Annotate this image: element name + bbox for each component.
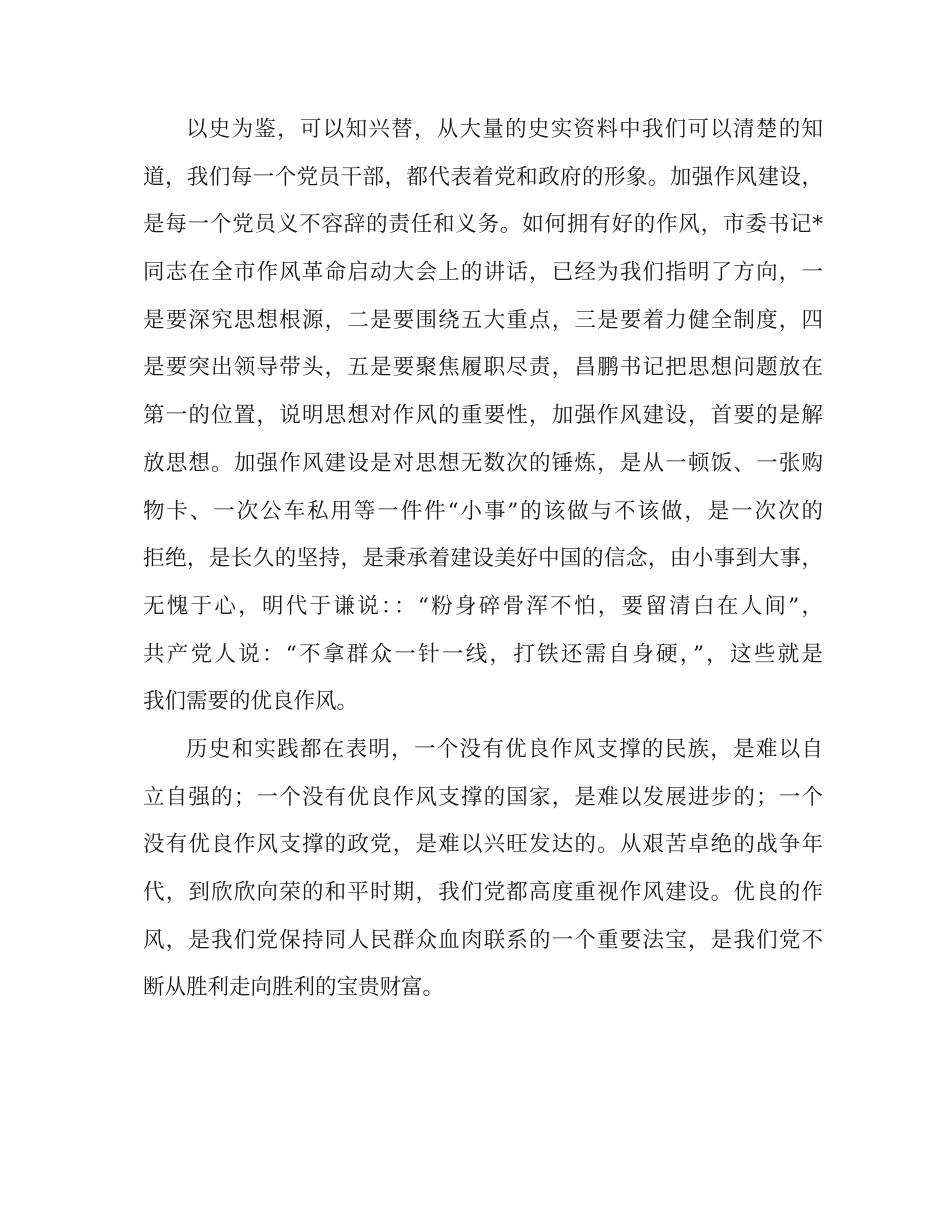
text-line: 风，是我们党保持同人民群众血肉联系的一个重要法宝，是我们党不: [143, 927, 823, 953]
text-line: 同志在全市作风革命启动大会上的讲话，已经为我们指明了方向，一: [143, 260, 823, 286]
paragraph-2: [143, 726, 823, 1012]
text-line: 没有优良作风支撑的政党，是难以兴旺发达的。从艰苦卓绝的战争年: [143, 832, 823, 858]
text-line: 共产党人说：“不拿群众一针一线，打铁还需自身硬，”，这些就是: [143, 641, 823, 667]
text-line: 无愧于心，明代于谦说：：“粉身碎骨浑不怕，要留清白在人间”，: [143, 593, 823, 619]
text-line: 道，我们每一个党员干部，都代表着党和政府的形象。加强作风建设，: [143, 164, 823, 190]
text-line: 立自强的；一个没有优良作风支撑的国家，是难以发展进步的；一个: [143, 784, 823, 810]
text-line: 放思想。加强作风建设是对思想无数次的锤炼，是从一顿饭、一张购: [143, 450, 823, 476]
text-line: 是要突出领导带头，五是要聚焦履职尽责，昌鹏书记把思想问题放在: [143, 355, 823, 381]
paragraph-1: [143, 106, 823, 726]
text-line: 断从胜利走向胜利的宝贵财富。: [143, 975, 445, 1001]
text-line: 我们需要的优良作风。: [143, 689, 359, 715]
text-line: 以史为鉴，可以知兴替，从大量的史实资料中我们可以清楚的知: [186, 117, 823, 142]
text-line: 代，到欣欣向荣的和平时期，我们党都高度重视作风建设。优良的作: [143, 880, 823, 905]
text-line: 第一的位置，说明思想对作风的重要性，加强作风建设，首要的是解: [143, 403, 823, 429]
text-line: 是要深究思想根源，二是要围绕五大重点，三是要着力健全制度，四: [143, 307, 823, 333]
text-line: 历史和实践都在表明，一个没有优良作风支撑的民族，是难以自: [186, 736, 823, 762]
text-line: 拒绝，是长久的坚持，是秉承着建设美好中国的信念，由小事到大事，: [143, 546, 823, 572]
text-line: 物卡、一次公车私用等一件件“小事”的该做与不该做，是一次次的: [143, 498, 823, 524]
document-body: [143, 106, 823, 1012]
text-line: 是每一个党员义不容辞的责任和义务。如何拥有好的作风，市委书记*: [143, 212, 823, 238]
